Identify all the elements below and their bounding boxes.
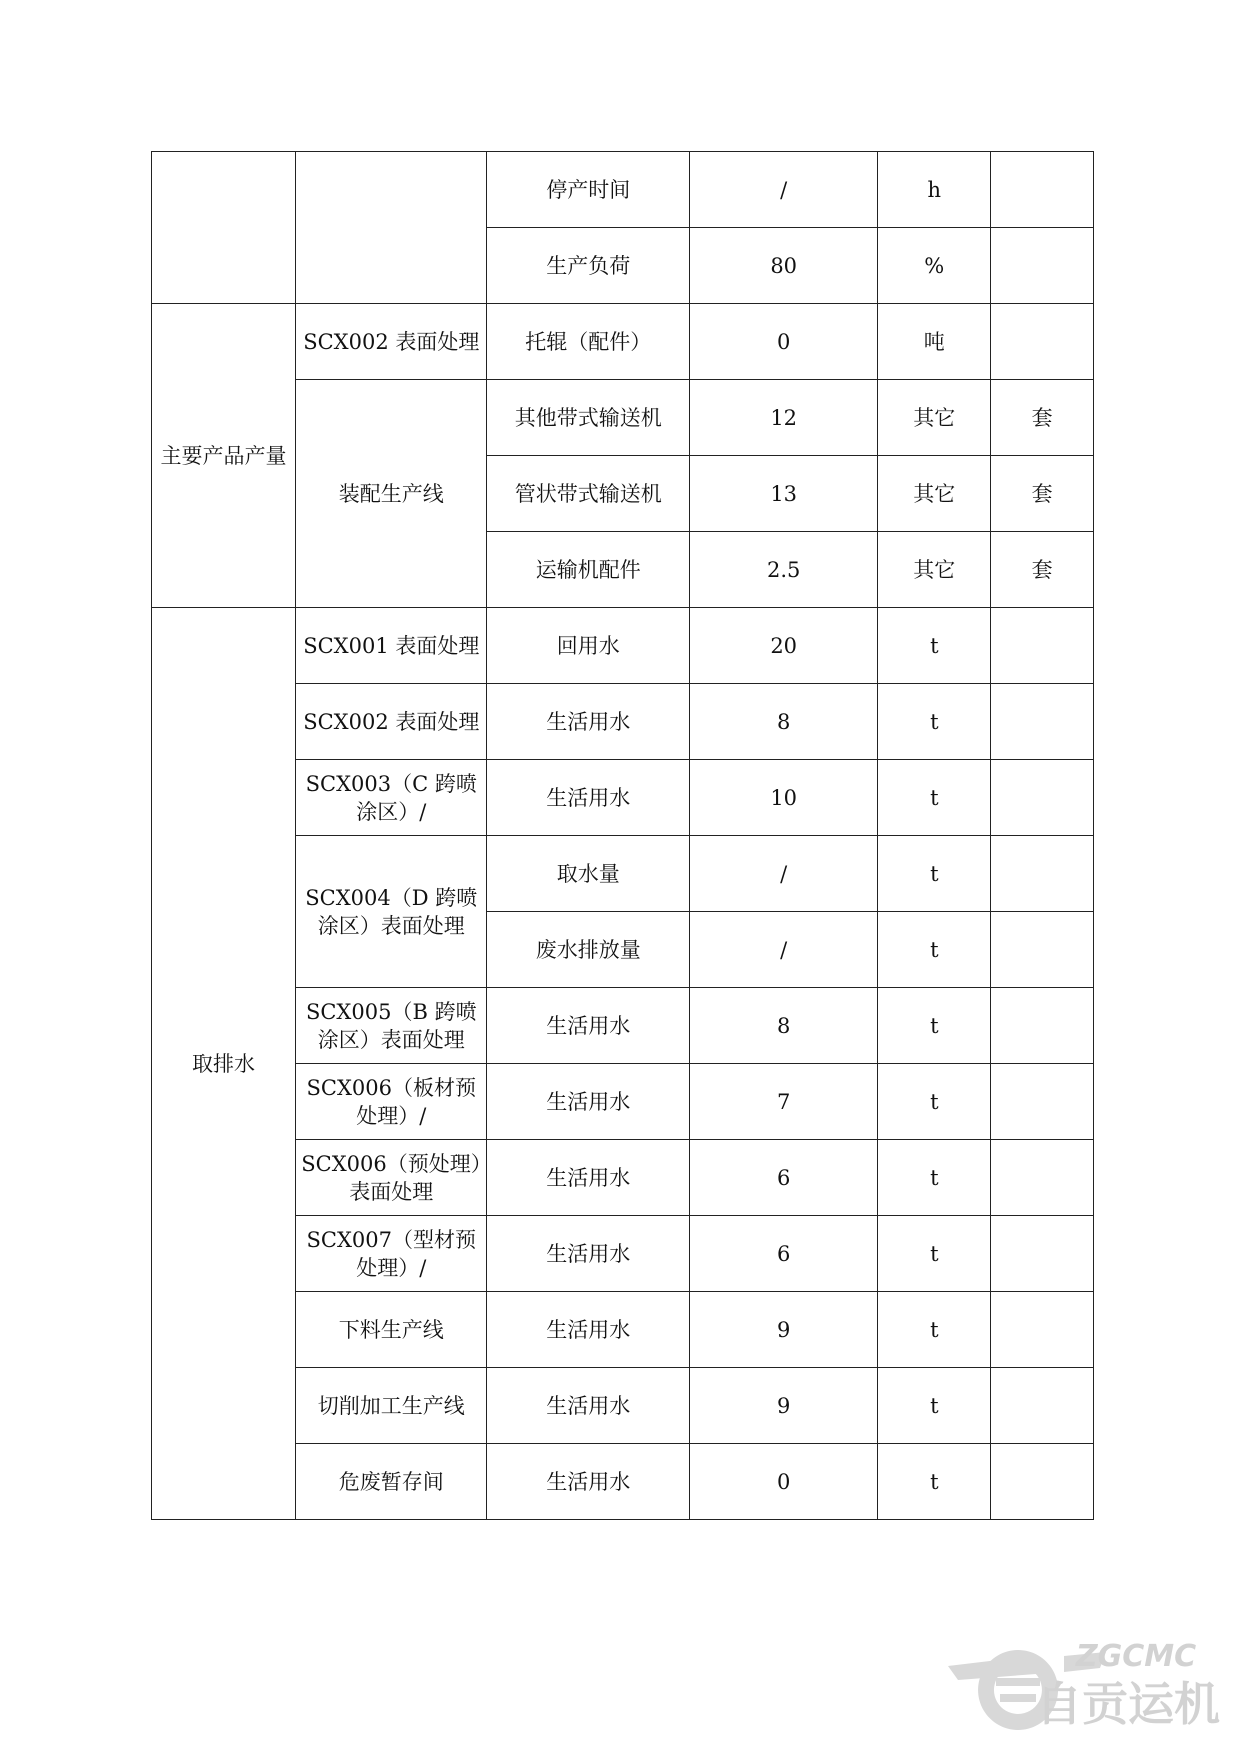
unit-cell: h — [878, 152, 991, 228]
table-row — [152, 304, 1094, 380]
value-cell: 12 — [689, 380, 877, 456]
unit-cell: t — [878, 1444, 991, 1520]
note-cell — [991, 1216, 1094, 1292]
note-cell — [991, 836, 1094, 912]
value-cell: 13 — [689, 456, 877, 532]
note-cell: 套 — [991, 532, 1094, 608]
note-cell — [991, 760, 1094, 836]
line-cell: SCX004（D 跨喷涂区）表面处理 — [296, 836, 487, 988]
note-cell — [991, 1444, 1094, 1520]
value-cell: / — [689, 152, 877, 228]
item-cell: 生活用水 — [487, 684, 690, 760]
category-cell — [152, 152, 296, 304]
note-cell: 套 — [991, 380, 1094, 456]
item-cell: 废水排放量 — [487, 912, 690, 988]
watermark-chinese: 自贡运机 — [1036, 1677, 1220, 1731]
value-cell: 80 — [689, 228, 877, 304]
line-cell — [296, 152, 487, 304]
value-cell: 0 — [689, 1444, 877, 1520]
category-cell: 取排水 — [152, 608, 296, 1520]
item-cell: 取水量 — [487, 836, 690, 912]
value-cell: 2.5 — [689, 532, 877, 608]
value-cell: 0 — [689, 304, 877, 380]
unit-cell: t — [878, 608, 991, 684]
line-cell: SCX003（C 跨喷涂区）/ — [296, 760, 487, 836]
line-cell: SCX005（B 跨喷涂区）表面处理 — [296, 988, 487, 1064]
note-cell — [991, 912, 1094, 988]
note-cell — [991, 1292, 1094, 1368]
watermark-latin: ZGCMC — [1075, 1639, 1197, 1674]
unit-cell: 其它 — [878, 456, 991, 532]
line-cell: 装配生产线 — [296, 380, 487, 608]
data-table — [151, 151, 1094, 1520]
value-cell: 8 — [689, 684, 877, 760]
value-cell: 10 — [689, 760, 877, 836]
item-cell: 生活用水 — [487, 1140, 690, 1216]
item-cell: 停产时间 — [487, 152, 690, 228]
unit-cell: t — [878, 836, 991, 912]
unit-cell: t — [878, 1368, 991, 1444]
note-cell — [991, 1368, 1094, 1444]
item-cell: 托辊（配件） — [487, 304, 690, 380]
note-cell — [991, 304, 1094, 380]
item-cell: 生活用水 — [487, 760, 690, 836]
line-cell: SCX002 表面处理 — [296, 304, 487, 380]
value-cell: / — [689, 912, 877, 988]
value-cell: 6 — [689, 1216, 877, 1292]
note-cell — [991, 152, 1094, 228]
category-cell: 主要产品产量 — [152, 304, 296, 608]
note-cell: 套 — [991, 456, 1094, 532]
value-cell: 20 — [689, 608, 877, 684]
line-cell: 下料生产线 — [296, 1292, 487, 1368]
unit-cell: t — [878, 912, 991, 988]
item-cell: 生活用水 — [487, 988, 690, 1064]
item-cell: 回用水 — [487, 608, 690, 684]
item-cell: 运输机配件 — [487, 532, 690, 608]
company-logo-watermark — [940, 1622, 1230, 1744]
unit-cell: t — [878, 1216, 991, 1292]
value-cell: 8 — [689, 988, 877, 1064]
item-cell: 生活用水 — [487, 1292, 690, 1368]
item-cell: 生活用水 — [487, 1444, 690, 1520]
logo-bar-bottom — [1000, 1694, 1036, 1702]
note-cell — [991, 228, 1094, 304]
note-cell — [991, 684, 1094, 760]
value-cell: 6 — [689, 1140, 877, 1216]
unit-cell: t — [878, 760, 991, 836]
value-cell: / — [689, 836, 877, 912]
logo-bar-top — [996, 1678, 1040, 1686]
item-cell: 生活用水 — [487, 1064, 690, 1140]
unit-cell: t — [878, 1292, 991, 1368]
line-cell: SCX006（板材预处理）/ — [296, 1064, 487, 1140]
note-cell — [991, 608, 1094, 684]
line-cell: 危废暂存间 — [296, 1444, 487, 1520]
item-cell: 生产负荷 — [487, 228, 690, 304]
unit-cell: 其它 — [878, 532, 991, 608]
note-cell — [991, 1064, 1094, 1140]
note-cell — [991, 1140, 1094, 1216]
item-cell: 管状带式输送机 — [487, 456, 690, 532]
value-cell: 9 — [689, 1368, 877, 1444]
unit-cell: t — [878, 1064, 991, 1140]
unit-cell: % — [878, 228, 991, 304]
item-cell: 其他带式输送机 — [487, 380, 690, 456]
note-cell — [991, 988, 1094, 1064]
table-row — [152, 152, 1094, 228]
line-cell: SCX001 表面处理 — [296, 608, 487, 684]
table-row — [152, 608, 1094, 684]
value-cell: 9 — [689, 1292, 877, 1368]
item-cell: 生活用水 — [487, 1368, 690, 1444]
line-cell: SCX006（预处理）表面处理 — [296, 1140, 487, 1216]
unit-cell: t — [878, 988, 991, 1064]
unit-cell: 其它 — [878, 380, 991, 456]
line-cell: SCX007（型材预处理）/ — [296, 1216, 487, 1292]
line-cell: SCX002 表面处理 — [296, 684, 487, 760]
unit-cell: t — [878, 684, 991, 760]
value-cell: 7 — [689, 1064, 877, 1140]
unit-cell: 吨 — [878, 304, 991, 380]
line-cell: 切削加工生产线 — [296, 1368, 487, 1444]
unit-cell: t — [878, 1140, 991, 1216]
item-cell: 生活用水 — [487, 1216, 690, 1292]
